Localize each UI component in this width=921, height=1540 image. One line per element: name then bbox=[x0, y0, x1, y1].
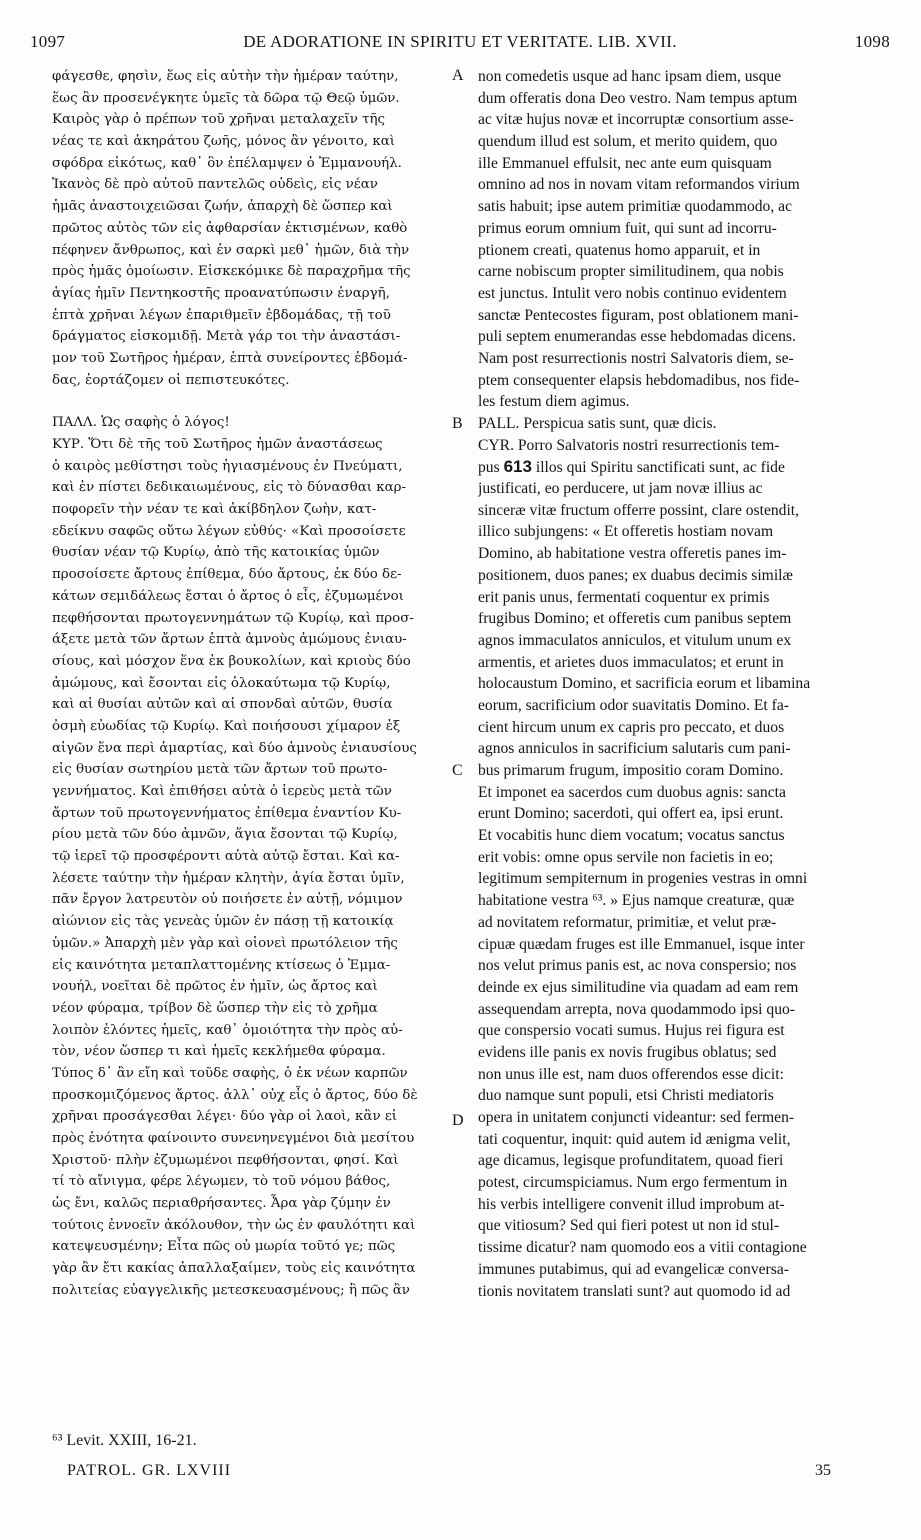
margin-marker-d: D bbox=[452, 1112, 464, 1129]
latin-text-line: non comedetis usque ad hanc ipsam diem, usque bbox=[478, 68, 782, 85]
latin-text-line: his verbis intelligere convenit illud improbum at- bbox=[478, 1195, 785, 1213]
greek-text-line: πρὸς ἡμᾶς ὁμοίωσιν. Εἰσκεκόμικε δὲ παραχρῆμα τῆς bbox=[52, 264, 411, 280]
greek-text-line: εἰς καινότητα μεταπλαττομένης κτίσεως ὁ Ἐμμα- bbox=[52, 957, 391, 973]
greek-text-line: ὡς ἔνι, καλῶς περιαθρήσαντες. Ἆρα γὰρ ζύμην ἐν bbox=[52, 1196, 391, 1212]
latin-text-line: holocaustum Domino, et sacrificia eorum et libamina bbox=[478, 675, 811, 693]
latin-word: pus bbox=[478, 459, 500, 477]
latin-text-line: illico subjungens: « Et offeretis hostiam novam bbox=[478, 523, 774, 541]
volume-signature: PATROL. GR. LXVIII bbox=[67, 1462, 232, 1479]
latin-text-line: assequendam arrepta, nova quodammodo ipsi quo- bbox=[478, 1000, 795, 1018]
latin-text-line: ille Emmanuel effulsit, nec ante eum quisquam bbox=[478, 154, 772, 172]
greek-text-line: δράγματος εἰσκομιδῇ. Μετὰ γάρ τοι τὴν ἀναστάσι- bbox=[52, 329, 401, 345]
greek-text-line: προσκομιζόμενος ἄρτος. ἀλλ᾽ οὐχ εἷς ὁ ἄρτος, δύο δὲ bbox=[52, 1087, 418, 1103]
latin-text-line: armentis, et arietes duos immaculatos; et erunt in bbox=[478, 653, 784, 671]
latin-text-line: quendum illud est solum, et merito quidem, quo bbox=[478, 133, 778, 151]
greek-text-line: πεφθήσονται πρωτογεννημάτων τῷ Κυρίῳ, καὶ προσ- bbox=[52, 610, 414, 626]
greek-text-line: πᾶν ἔργον λατρευτὸν οὐ ποιήσετε ἐν αὐτῇ, νόμιμον bbox=[52, 892, 403, 908]
greek-text-line: νέας τε καὶ ἀκηράτου ζωῆς, μόνος ἂν γένοιτο, καὶ bbox=[52, 134, 396, 150]
latin-text-line: omnino ad nos in novam vitam reformandos virium bbox=[478, 176, 800, 194]
latin-text-line: sanctæ Pentecostes figuram, post oblationem mani- bbox=[478, 306, 799, 324]
greek-text-line: ὑμῶν.» Ἀπαρχὴ μὲν γὰρ καὶ οἱονεὶ πρωτόλειον τῆς bbox=[52, 935, 398, 951]
greek-text-line: δας, ἑορτάζομεν οἱ πεπιστευκότες. bbox=[52, 372, 290, 388]
greek-text-line: κάτων σεμιδάλεως ἔσται ὁ ἄρτος ὁ εἷς, ἐζυμωμένοι bbox=[52, 588, 404, 604]
greek-text-line: αἰώνιον εἰς τὰς γενεὰς ὑμῶν ἐν πάσῃ τῇ κατοικίᾳ bbox=[52, 914, 394, 930]
latin-text-line: bus primarum frugum, impositio coram Domino. bbox=[478, 762, 784, 779]
paragraph-gap bbox=[52, 391, 468, 412]
greek-text-line: τούτοις ἐννοεῖν ἀκόλουθον, τὴν ὡς ἐν φαυλότητι καὶ bbox=[52, 1217, 416, 1233]
greek-text-line: καὶ ἐν πίστει δεδικαιωμένους, εἰς τὸ δύνασθαι καρ- bbox=[52, 480, 407, 496]
greek-column bbox=[52, 66, 468, 1302]
latin-text-line: positionem, duos panes; ex duabus decimis similæ bbox=[478, 566, 793, 584]
margin-marker-c: C bbox=[452, 762, 463, 779]
greek-text-line: Ἱκανὸς δὲ πρὸ αὐτοῦ παντελῶς οὐδεὶς, εἰς νέαν bbox=[52, 177, 378, 193]
greek-text-line: ὀσμὴ εὐωδίας τῷ Κυρίῳ. Καὶ ποιήσουσι χίμαρον ἐξ bbox=[52, 718, 401, 734]
greek-text-line: πέφηνεν ἄνθρωπος, καὶ ἐν σαρκὶ μεθ᾽ ἡμῶν, διὰ τὴν bbox=[52, 242, 410, 258]
footnote: ⁶³ Levit. XXIII, 16-21. bbox=[52, 1432, 197, 1449]
margin-marker-a: A bbox=[452, 67, 464, 84]
latin-text-line: evidens ille panis ex novis frugibus oblatus; sed bbox=[478, 1043, 777, 1061]
latin-text-line bbox=[478, 456, 890, 478]
latin-text-line: cipuæ quædam fruges est ille Emmanuel, isque inter bbox=[478, 935, 805, 953]
latin-column bbox=[478, 66, 890, 1302]
greek-text-line: λέσετε ταύτην τὴν ἡμέραν κλητὴν, ἁγία ἔσται ὑμῖν, bbox=[52, 870, 405, 886]
latin-text-line: les festum diem agimus. bbox=[478, 393, 630, 411]
greek-text-line: γεννήματος. Καὶ ἐπιθήσει αὐτὰ ὁ ἱερεὺς μετὰ τῶν bbox=[52, 784, 392, 799]
latin-text-line: age dicamus, legisque profunditatem, quoad fieri bbox=[478, 1152, 784, 1170]
latin-text-line: est junctus. Intulit vero nobis continuo evidentem bbox=[478, 284, 787, 302]
greek-text-line: μον τοῦ Σωτῆρος ἡμέραν, ἑπτὰ συνείροντες ἑβδομά- bbox=[52, 350, 408, 366]
greek-text-line: πρῶτος αὐτὸς τῶν εἰς ἀφθαρσίαν ἐκτισμένων, καθὸ bbox=[52, 220, 408, 236]
greek-text-line: καὶ αἱ θυσίαι αὐτῶν καὶ αἱ σπονδαὶ αὐτῶν, θυσία bbox=[52, 697, 393, 713]
latin-text-line: ad novitatem reformatur, primitiæ, et velut præ- bbox=[478, 913, 777, 931]
greek-text-line: κατεψευσμένην; Εἶτα πῶς οὐ μωρία τοῦτό γε; πῶς bbox=[52, 1239, 396, 1255]
latin-text-line: dum offeratis dona Deo vestro. Nam tempus aptum bbox=[478, 89, 798, 107]
greek-text-line: εἰς θυσίαν σωτηρίου μετὰ τῶν ἄρτων τοῦ πρωτο- bbox=[52, 762, 388, 778]
greek-text-line: νουήλ, νοεῖται δὲ πρῶτος ἐν ἡμῖν, ὡς ἄρτος καὶ bbox=[52, 979, 378, 995]
latin-text-line: cient hircum unum ex capris pro peccato, et duos bbox=[478, 718, 785, 736]
greek-speaker-line: ΠΑΛΛ. Ὡς σαφὴς ὁ λόγος! bbox=[52, 415, 230, 431]
greek-text-line: προσοίσετε ἄρτους ἐπίθεμα, δύο ἄρτους, ἐκ δύο δε- bbox=[52, 567, 402, 583]
latin-text-line: legitimum sempiternum in progenies vestras in omni bbox=[478, 870, 808, 888]
greek-text-line: Χριστοῦ· πλὴν ἐζυμωμένοι πεφθήσονται, φησί. Καὶ bbox=[52, 1152, 399, 1168]
latin-text-line: non unus ille est, nam duos offerendos esse dicit: bbox=[478, 1065, 784, 1083]
latin-text-line: potest, circumspiciamus. Num ergo fermentum in bbox=[478, 1174, 788, 1192]
latin-speaker-line: CYR. Porro Salvatoris nostri resurrectionis tem- bbox=[478, 436, 780, 454]
greek-text-line: σφόδρα εἰκότως, καθ᾽ ὃν ἐπέλαμψεν ὁ Ἐμμανουήλ. bbox=[52, 155, 402, 171]
latin-text-line: opera in unitatem conjuncti videantur: sed fermen- bbox=[478, 1109, 795, 1126]
greek-text-line: Τύπος δ᾽ ἂν εἴη καὶ τοῦδε σαφὴς, ὁ ἐκ νέων καρπῶν bbox=[52, 1065, 408, 1081]
greek-text-line: πρὸς ἑνότητα φαίνοιντο συνενηνεγμένοι διὰ μεσίτου bbox=[52, 1131, 415, 1146]
latin-text-line: Domino, ab habitatione vestra offeretis panes im- bbox=[478, 545, 787, 563]
latin-text-line: ptem consequenter elapsis hebdomadibus, nos fide- bbox=[478, 371, 800, 389]
greek-text-line: γὰρ ἂν ἔτι κακίας ἀπαλλαξαίμεν, τοὺς εἰς καινότητα bbox=[52, 1261, 416, 1277]
latin-text-line: Nam post resurrectionis nostri Salvatoris diem, se- bbox=[478, 349, 794, 367]
greek-text-line: εδείκνυ σαφῶς οὕτω λέγων εὐθύς· «Καὶ προσοίσετε bbox=[52, 523, 406, 539]
greek-text-line: ἄρτων τοῦ πρωτογεννήματος ἐπίθεμα ἐναντίον Κυ- bbox=[52, 805, 402, 821]
greek-text-line: ὁ καιρὸς μεθίστησι τοὺς ἡγιασμένους ἐν Πνεύματι, bbox=[52, 458, 403, 474]
latin-text-line: erit panis unus, fermentati coquentur ex primis bbox=[478, 588, 770, 606]
sheet-signature: 35 bbox=[815, 1462, 831, 1479]
greek-text-line: λοιπὸν ἑλόντες ἡμεῖς, καθ᾽ ὁμοιότητα τὴν πρὸς αὐ- bbox=[52, 1022, 403, 1038]
latin-text-line: immunes putabimus, qui ad evangelicæ conversa- bbox=[478, 1260, 789, 1278]
greek-text-line: τῷ ἱερεῖ τῷ προσφέροντι αὐτὰ αὐτῷ ἔσται. Καὶ κα- bbox=[52, 849, 400, 865]
latin-text-line: ptionem creati, quatenus homo apparuit, et in bbox=[478, 241, 761, 259]
latin-text-line: tissime dicatur? nam quomodo eos a vitii contagione bbox=[478, 1239, 807, 1257]
latin-text-line: duo namque sunt populi, etsi Christi mediatoris bbox=[478, 1087, 774, 1105]
latin-text-line: deinde ex ejus similitudine via quadam ad eam rem bbox=[478, 978, 799, 996]
greek-text-line: ΚΥΡ. Ὅτι δὲ τῆς τοῦ Σωτῆρος ἡμῶν ἀναστάσεως bbox=[52, 437, 383, 452]
latin-text-line: satis habuit; ipse autem primitiæ quodammodo, ac bbox=[478, 198, 792, 216]
latin-text-line: agnos anniculos in sacrificium salutaris cum pani- bbox=[478, 740, 791, 758]
latin-text-line: justificati, eo perducere, ut jam novæ illius ac bbox=[478, 480, 763, 498]
greek-text-line: φάγεσθε, φησὶν, ἕως εἰς αὐτὴν τὴν ἡμέραν ταύτην, bbox=[52, 69, 399, 84]
greek-text-line: ἀμώμους, καὶ ἔσονται εἰς ὁλοκαύτωμα τῷ Κυρίῳ, bbox=[52, 675, 391, 691]
latin-text-line: que conspersio vocati sumus. Hujus rei figura est bbox=[478, 1022, 785, 1040]
latin-text-line: agnos immaculatos anniculos, et vitulum unum ex bbox=[478, 631, 792, 649]
latin-text-line: puli septem enumerandas esse hebdomadas dicens. bbox=[478, 328, 796, 346]
latin-text-line: Et vocabitis hunc diem vocatum; vocatus sanctus bbox=[478, 827, 785, 845]
latin-text-line: carne nobiscum propter similitudinem, qua nobis bbox=[478, 263, 784, 281]
latin-text-line: habitatione vestra ⁶³. » Ejus namque creaturæ, quæ bbox=[478, 892, 795, 910]
migne-column-number: 613 bbox=[503, 457, 532, 477]
latin-text-line: nos velut primus panis est, ac nova conspersio; nos bbox=[478, 957, 797, 975]
margin-marker-b: B bbox=[452, 415, 463, 432]
latin-text-line: sinceræ vitæ fructum offerre possint, clare ostendit, bbox=[478, 501, 800, 519]
right-column-number: 1098 bbox=[854, 32, 890, 51]
left-column-number: 1097 bbox=[30, 32, 66, 51]
greek-text-line: ἁγίας ἡμῖν Πεντηκοστῆς προανατύπωσιν ἐναργῆ, bbox=[52, 285, 390, 301]
greek-text-line: σίους, καὶ μόσχον ἕνα ἐκ βουκολίων, καὶ κριοὺς δύο bbox=[52, 653, 411, 669]
latin-text-line: que vitiosum? Sed qui fieri potest ut non id stul- bbox=[478, 1217, 780, 1235]
greek-text-line: ἕως ἂν προσενέγκητε ὑμεῖς τὰ δῶρα τῷ Θεῷ ὑμῶν. bbox=[52, 90, 400, 106]
greek-text-line: ἡμᾶς ἀναστοιχειῶσαι ζωήν, ἀπαρχὴ δὲ ὥσπερ καὶ bbox=[52, 199, 393, 215]
running-title: DE ADORATIONE IN SPIRITU ET VERITATE. LIB. XVII. bbox=[243, 32, 677, 51]
latin-text-line: eorum, sacrificium odor suavitatis Domino. Et fa- bbox=[478, 696, 789, 714]
latin-word: illos qui Spiritu sanctificati sunt, ac fide bbox=[535, 459, 785, 477]
greek-text-line: ρίου μετὰ τῶν δύο ἀμνῶν, ἅγια ἔσονται τῷ Κυρίῳ, bbox=[52, 827, 398, 843]
latin-text-line: Et imponet ea sacerdos cum duobus agnis: sancta bbox=[478, 783, 786, 801]
greek-text-line: άξετε μετὰ τῶν ἄρτων ἑπτὰ ἀμνοὺς ἀμώμους ἐνιαυ- bbox=[52, 632, 407, 648]
greek-text-line: Καιρὸς γὰρ ὁ πρέπων τοῦ χρῆναι μεταλαχεῖν τῆς bbox=[52, 112, 386, 128]
greek-text-line: νέον φύραμα, τρίβον δὲ ὥσπερ τὴν εἰς τὸ χρῆμα bbox=[52, 1000, 378, 1016]
latin-text-line: erit vobis: omne opus servile non facietis in eo; bbox=[478, 848, 774, 866]
latin-text-line: ac vitæ hujus novæ et incorruptæ consortium asse- bbox=[478, 111, 794, 129]
greek-text-line: αἰγῶν ἕνα περὶ ἁμαρτίας, καὶ δύο ἀμνοὺς ἐνιαυσίους bbox=[52, 740, 417, 756]
greek-text-line: τί τὸ αἴνιγμα, φέρε λέγωμεν, τὸ τοῦ νόμου βάθος, bbox=[52, 1174, 391, 1190]
latin-speaker-line: PALL. Perspicua satis sunt, quæ dicis. bbox=[478, 415, 717, 432]
greek-text-line: θυσίαν νέαν τῷ Κυρίῳ, ἀπὸ τῆς κατοικίας ὑμῶν bbox=[52, 545, 380, 561]
running-header bbox=[30, 32, 890, 60]
latin-text-line: frugibus Domino; et offeretis cum panibus septem bbox=[478, 610, 792, 628]
latin-text-line: primus eorum omnium fuit, qui sunt ad incorru- bbox=[478, 219, 777, 237]
latin-text-line: tionis novitatem translati sunt? aut quomodo id ad bbox=[478, 1282, 791, 1300]
greek-text-line: τὸν, νέον ὥσπερ τι καὶ ἡμεῖς κεκλήμεθα φύραμα. bbox=[52, 1044, 386, 1060]
latin-text-line: erunt Domino; sacerdoti, qui offert ea, ipsi erunt. bbox=[478, 805, 784, 823]
greek-text-line: πολιτείας εὐαγγελικῆς μετεσκευασμένους; ἢ πῶς ἂν bbox=[52, 1282, 410, 1298]
greek-text-line: ἑπτὰ χρῆναι λέγων ἐπαριθμεῖν ἑβδομάδας, τῇ τοῦ bbox=[52, 307, 391, 323]
greek-text-line: χρῆναι προσάγεσθαι λέγει· δύο γὰρ οἱ λαοὶ, κἂν εἰ bbox=[52, 1109, 398, 1125]
latin-text-line: tati coquentur, inquit: quid autem id ænigma velit, bbox=[478, 1130, 791, 1148]
greek-text-line: ποφορεῖν τὴν νέαν τε καὶ ἀκίβδηλον ζωὴν, κατ- bbox=[52, 502, 377, 518]
